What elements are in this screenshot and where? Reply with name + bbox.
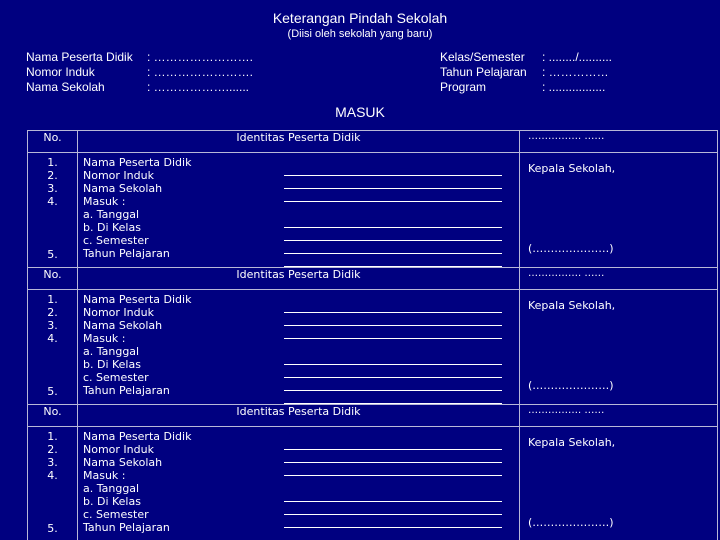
fill-line[interactable] <box>284 176 502 189</box>
fill-line[interactable] <box>284 254 502 267</box>
signature-placeholder: (…………………) <box>528 242 614 255</box>
info-label: Nomor Induk <box>26 65 95 79</box>
row-number: 5. <box>47 522 58 535</box>
field-label: c. Semester <box>83 508 149 521</box>
field-label: c. Semester <box>83 234 149 247</box>
fill-line[interactable] <box>284 215 502 228</box>
field-label: Nama Sekolah <box>83 182 163 195</box>
table-row <box>28 153 718 268</box>
field-label: Nomor Induk <box>83 306 154 319</box>
field-label: Masuk : <box>83 332 126 345</box>
identity-fields <box>78 153 520 268</box>
col-identity-header: Identitas Peserta Didik <box>78 405 520 427</box>
signature-title: Kepala Sekolah, <box>528 162 616 175</box>
signature-cell <box>520 290 718 405</box>
fill-line[interactable] <box>284 163 502 176</box>
info-value: : …………… <box>542 65 609 79</box>
info-label: Program <box>440 80 487 94</box>
field-label: b. Di Kelas <box>83 358 141 371</box>
info-value: : ……………………. <box>147 65 254 79</box>
table-header-row <box>28 405 718 427</box>
fill-line[interactable] <box>284 528 502 540</box>
col-no-header: No. <box>28 268 78 290</box>
row-numbers <box>28 427 78 540</box>
fill-line[interactable] <box>284 313 502 326</box>
info-value: : ……………………. <box>147 50 254 64</box>
col-no-header: No. <box>28 405 78 427</box>
row-number: 1. <box>47 293 58 306</box>
row-number: 1. <box>47 430 58 443</box>
fill-line[interactable] <box>284 391 502 404</box>
transfer-table <box>27 130 718 540</box>
field-label: Nama Peserta Didik <box>83 156 192 169</box>
row-number: 2. <box>47 306 58 319</box>
row-number: 1. <box>47 156 58 169</box>
info-label: Nama Sekolah <box>26 80 105 94</box>
field-label: a. Tanggal <box>83 208 140 221</box>
info-value: : ......../.......... <box>542 50 613 64</box>
info-label: Nama Peserta Didik <box>26 50 133 64</box>
col-no-header: No. <box>28 131 78 153</box>
row-number: 3. <box>47 182 58 195</box>
info-label: Kelas/Semester <box>440 50 525 64</box>
signature-cell <box>520 427 718 540</box>
row-numbers <box>28 153 78 268</box>
field-label: Masuk : <box>83 195 126 208</box>
fill-line[interactable] <box>284 515 502 528</box>
field-label: a. Tanggal <box>83 345 140 358</box>
table-header-row <box>28 268 718 290</box>
fill-line[interactable] <box>284 502 502 515</box>
col-identity-header: Identitas Peserta Didik <box>78 131 520 153</box>
field-label: Nama Sekolah <box>83 456 163 469</box>
field-label: a. Tanggal <box>83 482 140 495</box>
field-label: Nama Sekolah <box>83 319 163 332</box>
field-label: Nomor Induk <box>83 169 154 182</box>
page-title: Keterangan Pindah Sekolah <box>272 10 448 26</box>
fill-line[interactable] <box>284 378 502 391</box>
field-label: b. Di Kelas <box>83 495 141 508</box>
info-value: : ………………....... <box>147 80 250 94</box>
signature-placeholder: (…………………) <box>528 516 614 529</box>
fill-line[interactable] <box>284 326 502 339</box>
field-label: Tahun Pelajaran <box>83 521 170 534</box>
row-number: 4. <box>47 195 58 208</box>
row-number: 4. <box>47 332 58 345</box>
field-label: Tahun Pelajaran <box>83 384 170 397</box>
field-label: Tahun Pelajaran <box>83 247 170 260</box>
fill-line[interactable] <box>284 450 502 463</box>
row-number: 5. <box>47 248 58 261</box>
info-row-tahun <box>440 65 612 80</box>
row-number: 2. <box>47 169 58 182</box>
section-title: MASUK <box>335 104 385 120</box>
info-row-kelas <box>440 50 612 65</box>
signature-cell <box>520 153 718 268</box>
row-numbers <box>28 290 78 405</box>
row-number: 2. <box>47 443 58 456</box>
info-row-program <box>440 80 612 95</box>
col-identity-header: Identitas Peserta Didik <box>78 268 520 290</box>
row-number: 3. <box>47 319 58 332</box>
class-info-block <box>440 50 612 95</box>
date-placeholder: ……………. …… <box>520 131 718 153</box>
info-row-nomor-induk <box>26 65 253 80</box>
table-row <box>28 427 718 540</box>
info-row-name <box>26 50 253 65</box>
signature-title: Kepala Sekolah, <box>528 299 616 312</box>
student-info-block <box>26 50 253 95</box>
signature-title: Kepala Sekolah, <box>528 436 616 449</box>
signature-placeholder: (…………………) <box>528 379 614 392</box>
date-placeholder: ……………. …… <box>520 268 718 290</box>
field-label: Nomor Induk <box>83 443 154 456</box>
info-label: Tahun Pelajaran <box>440 65 527 79</box>
field-label: Nama Peserta Didik <box>83 293 192 306</box>
date-placeholder: ……………. …… <box>520 405 718 427</box>
field-label: Masuk : <box>83 469 126 482</box>
fill-line[interactable] <box>284 228 502 241</box>
fill-line[interactable] <box>284 437 502 450</box>
identity-fields <box>78 290 520 405</box>
info-row-sekolah <box>26 80 253 95</box>
table-header-row <box>28 131 718 153</box>
field-label: c. Semester <box>83 371 149 384</box>
row-number: 4. <box>47 469 58 482</box>
row-number: 5. <box>47 385 58 398</box>
fill-line[interactable] <box>284 489 502 502</box>
identity-fields <box>78 427 520 540</box>
fill-line[interactable] <box>284 365 502 378</box>
field-label: Nama Peserta Didik <box>83 430 192 443</box>
page-subtitle: (Diisi oleh sekolah yang baru) <box>287 28 433 40</box>
fill-line[interactable] <box>284 189 502 202</box>
info-value: : ................. <box>542 80 606 94</box>
row-number: 3. <box>47 456 58 469</box>
fill-line[interactable] <box>284 352 502 365</box>
fill-line[interactable] <box>284 463 502 476</box>
fill-line[interactable] <box>284 300 502 313</box>
fill-line[interactable] <box>284 241 502 254</box>
table-row <box>28 290 718 405</box>
field-label: b. Di Kelas <box>83 221 141 234</box>
